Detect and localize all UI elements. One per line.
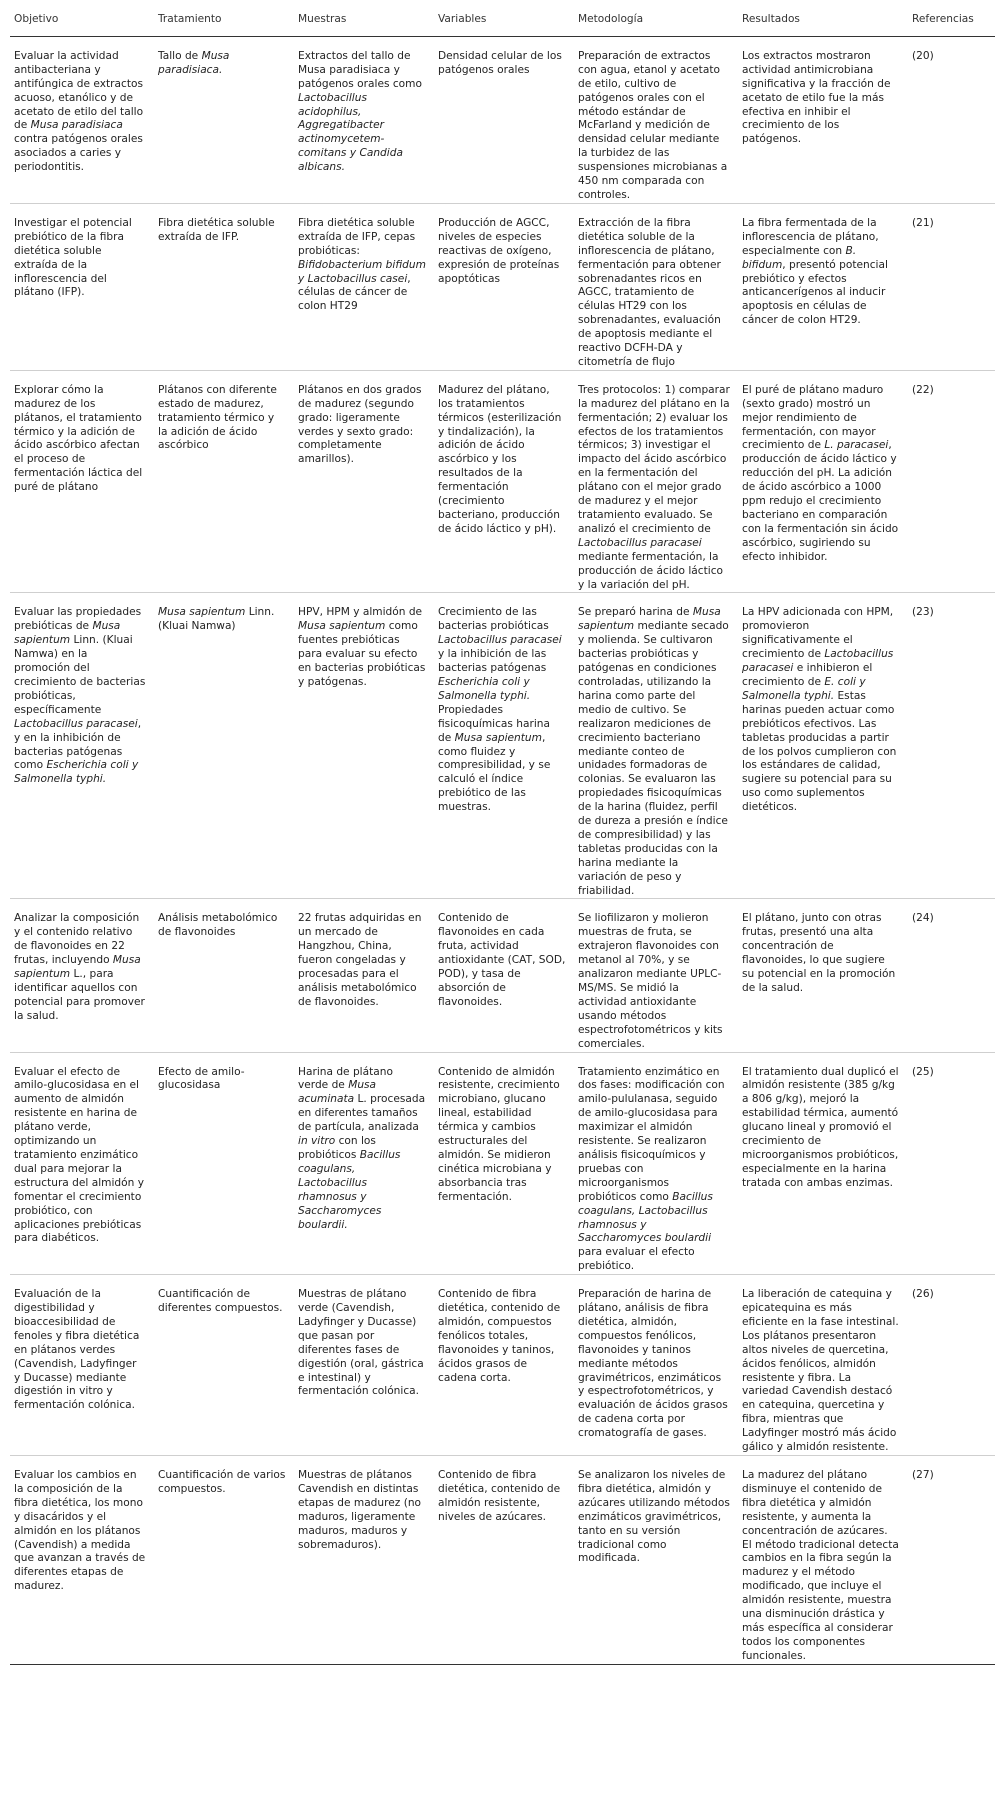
- cell-resultados: La liberación de catequina y epicatequina es más eficiente en la fase intestinal. Los plátanos presentaron altos niveles de quercetina, ácidos fenólicos, almidón resistente y fibra. La variedad Cavendish destacó en catequina, quercetina y fibra, mientras que Ladyfinger mostró más ácido gálico y almidón resistente.: [742, 1288, 899, 1454]
- header-resultados: Resultados: [742, 13, 800, 25]
- cell-resultados: La HPV adicionada con HPM, promovieron significativamente el crecimiento de Lactobacillus paracasei e inhibieron el crecimiento de E. coli y Salmonella typhi. Estas harinas pueden actuar como prebióticos efectivos. Las tabletas producidas a partir de los polvos cumplieron con los estándares de calidad, sugiere su potencial para su uso como suplementos dietéticos.: [742, 606, 897, 814]
- cell-tratamiento: Fibra dietética soluble extraída de IFP.: [158, 216, 275, 243]
- header-metodologia: Metodología: [578, 13, 644, 25]
- cell-resultados: La fibra fermentada de la inflorescencia de plátano, especialmente con B. bifidum, presentó potencial prebiótico y efectos anticancerígenos al inducir apoptosis en células de cáncer de colon HT29.: [742, 216, 888, 327]
- cell-variables: Densidad celular de los patógenos orales: [438, 49, 562, 76]
- table-row: [10, 203, 995, 370]
- cell-muestras: Plátanos en dos grados de madurez (segundo grado: ligeramente verdes y sexto grado: completamente amarillos).: [298, 383, 422, 466]
- table-row: [10, 1052, 995, 1275]
- cell-muestras: Muestras de plátanos Cavendish en distintas etapas de madurez (no maduros, ligeramente maduros, maduros y sobremaduros).: [298, 1469, 422, 1551]
- cell-variables: Madurez del plátano, los tratamientos térmicos (esterilización y tindalización), la adición de ácido ascórbico y los resultados de la fermentación (crecimiento bacteriano, producción de ácido láctico y pH).: [438, 383, 562, 535]
- cell-tratamiento: Efecto de amilo-glucosidasa: [158, 1065, 245, 1092]
- table-row: [10, 899, 995, 1052]
- cell-objetivo: Investigar el potencial prebiótico de la fibra dietética soluble extraída de la inflorescencia del plátano (IFP).: [14, 216, 132, 299]
- cell-variables: Contenido de fibra dietética, contenido de almidón resistente, niveles de azúcares.: [438, 1469, 561, 1523]
- cell-tratamiento: Tallo de Musa paradisiaca.: [158, 49, 230, 76]
- header-tratamiento: Tratamiento: [158, 13, 222, 25]
- cell-muestras: Muestras de plátano verde (Cavendish, Ladyfinger y Ducasse) que pasan por diferentes fases de digestión (oral, gástrica e intestinal) y fermentación colónica.: [298, 1288, 424, 1398]
- cell-variables: Contenido de fibra dietética, contenido de almidón, compuestos fenólicos totales, flavonoides y taninos, ácidos grasos de cadena corta.: [438, 1288, 561, 1384]
- cell-metodologia: Se liofilizaron y molieron muestras de fruta, se extrajeron flavonoides con metanol al 70%, y se analizaron mediante UPLC-MS/MS. Se midió la actividad antioxidante usando métodos espectrofotométricos y kits comerciales.: [578, 912, 723, 1050]
- table-row: [10, 370, 995, 593]
- header-muestras: Muestras: [298, 13, 347, 25]
- cell-variables: Contenido de almidón resistente, crecimiento microbiano, glucano lineal, estabilidad térmica y cambios estructurales del almidón. Se midieron cinética microbiana y absorbancia tras fermentación.: [438, 1065, 560, 1203]
- cell-metodologia: Preparación de extractos con agua, etanol y acetato de etilo, cultivo de patógenos orales con el método estándar de McFarland y medición de densidad celular mediante la turbidez de las suspensiones microbianas a 450 nm comparada con controles.: [578, 49, 728, 201]
- header-objetivo: Objetivo: [14, 13, 59, 25]
- cell-referencia: (26): [912, 1288, 934, 1301]
- cell-objetivo: Evaluar las propiedades prebióticas de Musa sapientum Linn. (Kluai Namwa) en la promoción del crecimiento de bacterias probióticas, específicamente Lactobacillus paracasei, y en la inhibición de bacterias patógenas como Escherichia coli y Salmonella typhi.: [14, 606, 146, 786]
- cell-tratamiento: Plátanos con diferente estado de madurez, tratamiento térmico y la adición de ácido ascórbico: [158, 383, 277, 452]
- table-body: [10, 36, 995, 1664]
- cell-metodologia: Se preparó harina de Musa sapientum mediante secado y molienda. Se cultivaron bacterias probióticas y patógenas en condiciones controladas, utilizando la harina como parte del medio de cultivo. Se realizaron mediciones de crecimiento bacteriano mediante conteo de unidades formadoras de colonias. Se evaluaron las propiedades fisicoquímicas de la harina (fluidez, perfil de dureza a presión e índice de compresibilidad) y las tabletas producidas con la harina mediante la variación de peso y friabilidad.: [578, 606, 729, 897]
- header-variables: Variables: [438, 13, 487, 25]
- cell-muestras: Harina de plátano verde de Musa acuminata L. procesada en diferentes tamaños de partícula, analizada in vitro con los probióticos Bacillus coagulans, Lactobacillus rhamnosus y Saccharomyces boulardii.: [298, 1065, 426, 1231]
- cell-referencia: (22): [912, 383, 934, 396]
- cell-objetivo: Evaluar el efecto de amilo-glucosidasa en el aumento de almidón resistente en harina de plátano verde, optimizando un tratamiento enzimático dual para mejorar la estructura del almidón y fomentar el crecimiento probiótico, con aplicaciones prebióticas para diabéticos.: [14, 1065, 144, 1245]
- cell-objetivo: Evaluar la actividad antibacteriana y antifúngica de extractos acuoso, etanólico y de acetato de etilo del tallo de Musa paradisiaca contra patógenos orales asociados a caries y periodontitis.: [14, 49, 144, 174]
- cell-metodologia: Tres protocolos: 1) comparar la madurez del plátano en la fermentación; 2) evaluar los efectos de los tratamientos térmicos; 3) investigar el impacto del ácido ascórbico en la fermentación del plátano con el mejor grado de madurez y el mejor tratamiento evaluado. Se analizó el crecimiento de Lactobacillus paracasei mediante fermentación, la producción de ácido láctico y la variación del pH.: [578, 383, 730, 591]
- cell-variables: Producción de AGCC, niveles de especies reactivas de oxígeno, expresión de proteínas apoptóticas: [438, 216, 560, 285]
- cell-metodologia: Tratamiento enzimático en dos fases: modificación con amilo-pululanasa, seguido de amilo-glucosidasa para maximizar el almidón resistente. Se realizaron análisis fisicoquímicos y pruebas con microorganismos probióticos como Bacillus coagulans, Lactobacillus rhamnosus y Saccharomyces boulardii para evaluar el efecto prebiótico.: [578, 1065, 725, 1273]
- cell-metodologia: Se analizaron los niveles de fibra dietética, almidón y azúcares utilizando métodos enzimáticos gravimétricos, tanto en su versión tradicional como modificada.: [578, 1469, 730, 1565]
- cell-muestras: HPV, HPM y almidón de Musa sapientum como fuentes prebióticas para evaluar su efecto en bacterias probióticas y patógenas.: [298, 606, 426, 688]
- table-row: [10, 1275, 995, 1456]
- cell-metodologia: Preparación de harina de plátano, análisis de fibra dietética, almidón, compuestos fenólicos, flavonoides y taninos mediante métodos gravimétricos, enzimáticos y espectrofotométricos, y evaluación de ácidos grasos de cadena corta por cromatografía de gases.: [578, 1288, 728, 1440]
- cell-tratamiento: Análisis metabolómico de flavonoides: [158, 912, 278, 939]
- cell-resultados: El plátano, junto con otras frutas, presentó una alta concentración de flavonoides, lo que sugiere su potencial en la promoción de la salud.: [742, 912, 896, 994]
- cell-tratamiento: Musa sapientum Linn. (Kluai Namwa): [158, 606, 275, 633]
- cell-referencia: (27): [912, 1469, 934, 1481]
- cell-tratamiento: Cuantificación de varios compuestos.: [158, 1469, 286, 1495]
- header-row: [10, 6, 995, 36]
- cell-resultados: El tratamiento dual duplicó el almidón resistente (385 g/kg a 806 g/kg), mejoró la estabilidad térmica, aumentó glucano lineal y promovió el crecimiento de microorganismos probióticos, especialmente en la harina tratada con ambas enzimas.: [742, 1065, 899, 1189]
- cell-resultados: El puré de plátano maduro (sexto grado) mostró un mejor rendimiento de fermentación, con mayor crecimiento de L. paracasei, producción de ácido láctico y reducción del pH. La adición de ácido ascórbico a 1000 ppm redujo el crecimiento bacteriano en comparación con la fermentación sin ácido ascórbico, sugiriendo su efecto inhibidor.: [742, 383, 899, 563]
- header-referencias: Referencias: [912, 13, 974, 25]
- cell-referencia: (20): [912, 49, 934, 62]
- cell-variables: Crecimiento de las bacterias probióticas Lactobacillus paracasei y la inhibición de las bacterias patógenas Escherichia coli y Salmonella typhi. Propiedades fisicoquímicas harina de Musa sapientum, como fluidez y compresibilidad, y se calculó el índice prebiótico de las muestras.: [438, 606, 562, 814]
- cell-metodologia: Extracción de la fibra dietética soluble de la inflorescencia de plátano, fermentación para obtener sobrenadantes ricos en AGCC, tratamiento de células HT29 con los sobrenadantes, evaluación de apoptosis mediante el reactivo DCFH-DA y citometría de flujo: [578, 216, 721, 368]
- table-row: [10, 593, 995, 899]
- cell-resultados: Los extractos mostraron actividad antimicrobiana significativa y la fracción de acetato de etilo fue la más efectiva en inhibir el crecimiento de los patógenos.: [742, 49, 891, 146]
- cell-resultados: La madurez del plátano disminuye el contenido de fibra dietética y almidón resistente, y aumenta la concentración de azúcares. El método tradicional detecta cambios en la fibra según la madurez y el método modificado, que incluye el almidón resistente, muestra una disminución drástica y más específica al considerar todos los componentes funcionales.: [742, 1469, 899, 1662]
- cell-variables: Contenido de flavonoides en cada fruta, actividad antioxidante (CAT, SOD, POD), y tasa de absorción de flavonoides.: [438, 912, 566, 1008]
- cell-referencia: (23): [912, 606, 934, 619]
- table-row: [10, 36, 995, 203]
- cell-referencia: (24): [912, 912, 934, 925]
- cell-referencia: (21): [912, 216, 934, 229]
- cell-muestras: Extractos del tallo de Musa paradisiaca y patógenos orales como Lactobacillus acidophilus, Aggregatibacter actinomycetem-comitans y Candida albicans.: [298, 49, 422, 174]
- cell-objetivo: Evaluar los cambios en la composición de la fibra dietética, los mono y disacáridos y el almidón en los plátanos (Cavendish) a medida que avanzan a través de diferentes etapas de madurez.: [14, 1469, 146, 1593]
- cell-tratamiento: Cuantificación de diferentes compuestos.: [158, 1288, 283, 1315]
- cell-referencia: (25): [912, 1065, 934, 1078]
- cell-objetivo: Analizar la composición y el contenido relativo de flavonoides en 22 frutas, incluyendo Musa sapientum L., para identificar aquellos con potencial para promover la salud.: [14, 912, 145, 1022]
- cell-objetivo: Explorar cómo la madurez de los plátanos, el tratamiento térmico y la adición de ácido ascórbico afectan el proceso de fermentación láctica del puré de plátano: [14, 383, 143, 494]
- table-header: [10, 6, 995, 36]
- cell-muestras: Fibra dietética soluble extraída de IFP, cepas probióticas: Bifidobacterium bifidum y Lactobacillus casei, células de cáncer de colon HT29: [298, 216, 426, 313]
- cell-objetivo: Evaluación de la digestibilidad y bioaccesibilidad de fenoles y fibra dietética en plátanos verdes (Cavendish, Ladyfinger y Ducasse) mediante digestión in vitro y fermentación colónica.: [14, 1288, 140, 1412]
- cell-muestras: 22 frutas adquiridas en un mercado de Hangzhou, China, fueron congeladas y procesadas para el análisis metabolómico de flavonoides.: [298, 912, 422, 1008]
- table-row: [10, 1456, 995, 1665]
- studies-table: [10, 6, 995, 1665]
